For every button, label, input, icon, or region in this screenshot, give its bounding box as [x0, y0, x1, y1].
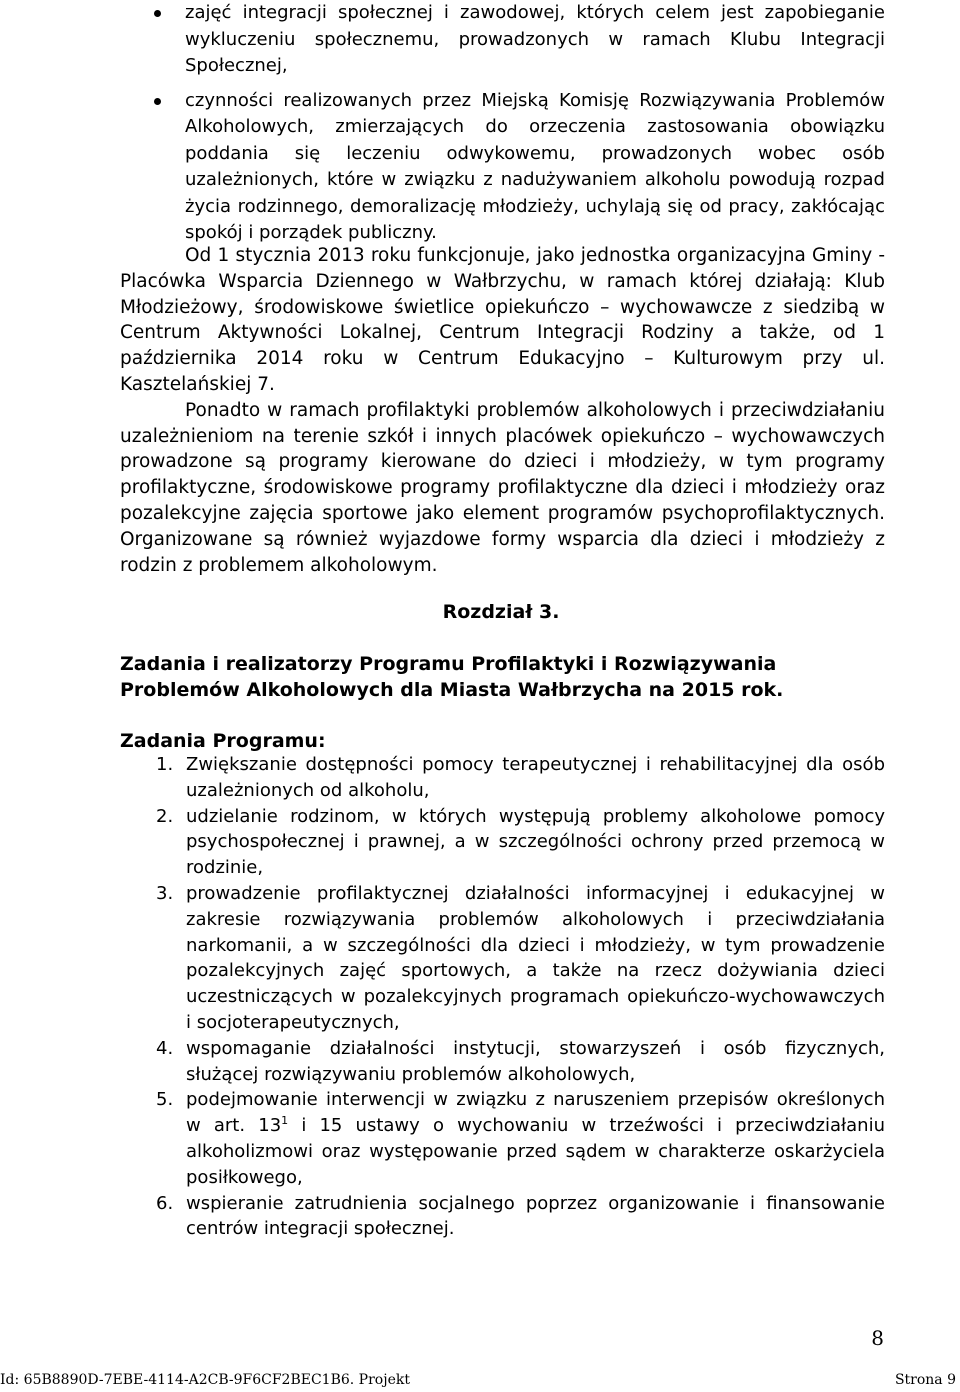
paragraph: Ponadto w ramach profilaktyki problemów alkoholowych i przeciwdziałaniu uzależnieniom na terenie szkół i innych placówek opiekuńczo – wychowawczych prowadzone są programy kierowane do dzieci i młodzieży, w tym programy profilaktyczne, środowiskowe programy profilaktyczne dla dzieci i młodzieży oraz pozalekcyjne zajęcia sportowe jako element programów psychoprofilaktycznych. Organizowane są również wyjazdowe formy wsparcia dla dzieci i młodzieży z rodzin z problemem alkoholowym. — [120, 399, 885, 576]
task-number: 5. — [156, 1089, 174, 1111]
paragraph: Od 1 stycznia 2013 roku funkcjonuje, jako jednostka organizacyjna Gminy - Placówka Wsparcia Dziennego w Wałbrzychu, w ramach której działają: Klub Młodzieżowy, środowiskowe świetlice opiekuńczo – wychowawcze z siedzibą w Centrum Aktywności Lokalnej, Centrum Integracji Rodziny a także, od 1 października 2014 roku w Centrum Edukacyjno – Kulturowym przy ul. Kasztelańskiej 7. — [120, 245, 885, 395]
task-text: Zwiększanie dostępności pomocy terapeutycznej i rehabilitacyjnej dla osób uzależnionych od alkoholu, — [186, 754, 885, 801]
bullet-text: zajęć integracji społecznej i zawodowej, których celem jest zapobieganie wykluczeniu społecznemu, prowadzonych w ramach Klubu Integracji Społecznej, — [185, 2, 885, 76]
task-text-part: i 15 ustawy o wychowaniu w trzeźwości i przeciwdziałaniu alkoholizmowi oraz występowanie przed sądem w charakterze oskarżyciela posiłkowego, — [186, 1115, 885, 1188]
task-item — [120, 881, 885, 1036]
bullet-item — [150, 88, 885, 247]
bullet-text: czynności realizowanych przez Miejską Komisję Rozwiązywania Problemów Alkoholowych, zmierzających do orzeczenia zastosowania obowiązku poddania się leczeniu odwykowemu, prowadzonych wobec osób uzależnionych, które w związku z nadużywaniem alkoholu powodują rozpad życia rodzinnego, demoralizację młodzieży, uchylają się od pracy, zakłócając spokój i porządek publiczny. — [185, 89, 885, 243]
task-number: 4. — [156, 1037, 174, 1059]
task-number: 2. — [156, 805, 174, 827]
task-item — [120, 1087, 885, 1190]
superscript: 1 — [281, 1114, 289, 1128]
task-text — [186, 1089, 885, 1187]
task-item — [120, 752, 885, 804]
footer-page-label: Strona 9 — [894, 1372, 956, 1388]
task-item — [120, 804, 885, 881]
bullet-list — [150, 0, 885, 247]
chapter-heading — [0, 599, 960, 625]
section-title: Zadania i realizatorzy Programu Profilaktyki i Rozwiązywania Problemów Alkoholowych dla Miasta Wałbrzycha na 2015 rok. — [120, 653, 784, 701]
tasks-heading: Zadania Programu: — [120, 730, 326, 752]
task-item — [120, 1191, 885, 1243]
task-number: 1. — [156, 754, 174, 775]
task-text: wspieranie zatrudnienia socjalnego poprzez organizowanie i finansowanie centrów integracji społecznej. — [186, 1192, 885, 1240]
task-number: 3. — [156, 882, 174, 904]
task-text-part: podejmowanie interwencji w związku z naruszeniem przepisów określonych w art. 13 — [186, 1089, 885, 1137]
bullet-dot-icon — [154, 98, 161, 105]
chapter-label: Rozdział 3. — [442, 601, 560, 623]
task-number: 6. — [156, 1192, 174, 1214]
bullet-dot-icon — [154, 10, 161, 17]
tasks-list — [120, 752, 885, 1242]
task-item — [120, 1036, 885, 1088]
footer-document-id: Id: 65B8890D-7EBE-4114-A2CB-9F6CF2BEC1B6. Projekt — [0, 1372, 410, 1388]
bullet-item — [150, 0, 885, 80]
task-text: udzielanie rodzinom, w których występują problemy alkoholowe pomocy psychospołecznej i prawnej, a w szczególności ochrony przed przemocą w rodzinie, — [186, 805, 885, 879]
task-text: prowadzenie profilaktycznej działalności informacyjnej i edukacyjnej w zakresie rozwiązywania problemów alkoholowych i przeciwdziałania narkomanii, a w szczególności dla dzieci i młodzieży, w tym prowadzenie pozalekcyjnych zajęć sportowych, a także na rzecz dożywiania dzieci uczestniczących w pozalekcyjnych programach opiekuńczo-wychowawczych i socjoterapeutycznych, — [186, 882, 885, 1033]
body-paragraphs — [120, 243, 885, 578]
task-text: wspomaganie działalności instytucji, stowarzyszeń i osób fizycznych, służącej rozwiązywaniu problemów alkoholowych, — [186, 1037, 885, 1085]
page-number: 8 — [871, 1326, 884, 1350]
